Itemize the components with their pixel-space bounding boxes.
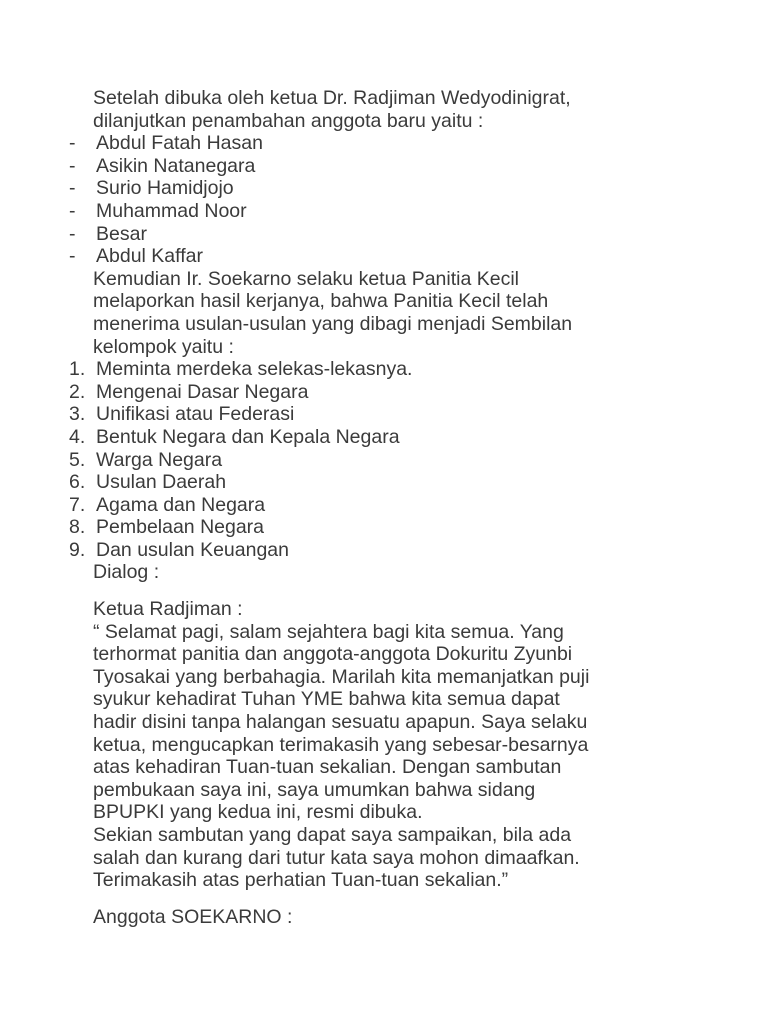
paragraph-gap [93,584,733,598]
bullet-dash: - [69,222,76,245]
list-number: 2. [69,380,86,403]
paragraph-gap [93,892,733,906]
groups-list [0,358,768,561]
list-item [0,155,768,178]
list-number: 5. [69,448,86,471]
group-text: Unifikasi atau Federasi [96,403,295,426]
list-number: 4. [69,425,86,448]
document-page [0,87,768,928]
bullet-dash: - [69,154,76,177]
report-line: melaporkan hasil kerjanya, bahwa Panitia Kecil telah [93,290,549,313]
group-text: Meminta merdeka selekas-lekasnya. [96,358,413,381]
list-item [0,449,768,472]
list-item [0,381,768,404]
member-name: Abdul Kaffar [96,245,203,268]
speech-line: BPUPKI yang kedua ini, resmi dibuka. [93,801,423,824]
dialog-heading: Dialog : [93,561,160,584]
dialog-section [93,561,733,928]
list-item [0,539,768,562]
report-paragraph [93,268,733,358]
intro-paragraph [93,87,733,132]
list-item [0,132,768,155]
list-item [0,358,768,381]
list-item [0,223,768,246]
group-text: Usulan Daerah [96,471,227,494]
list-item [0,516,768,539]
member-name: Surio Hamidjojo [96,177,234,200]
member-name: Abdul Fatah Hasan [96,132,263,155]
list-number: 1. [69,358,86,381]
list-item [0,403,768,426]
speech-line: ketua, mengucapkan terimakasih yang sebesar-besarnya [93,733,589,756]
report-line: Kemudian Ir. Soekarno selaku ketua Panitia Kecil [93,267,520,290]
group-text: Warga Negara [96,448,223,471]
list-item [0,471,768,494]
group-text: Mengenai Dasar Negara [96,380,309,403]
report-line: kelompok yaitu : [93,335,234,358]
list-item [0,494,768,517]
group-text: Bentuk Negara dan Kepala Negara [96,425,400,448]
speech-line: hadir disini tanpa halangan sesuatu apapun. Saya selaku [93,711,588,734]
group-text: Dan usulan Keuangan [96,538,289,561]
new-members-list [0,132,768,268]
report-line: menerima usulan-usulan yang dibagi menjadi Sembilan [93,312,573,335]
intro-line: Setelah dibuka oleh ketua Dr. Radjiman Wedyodinigrat, [93,87,571,109]
bullet-dash: - [69,199,76,222]
speech-line: Tyosakai yang berbahagia. Marilah kita memanjatkan puji [93,665,590,688]
list-item [0,200,768,223]
speech-line: pembukaan saya ini, saya umumkan bahwa sidang [93,778,536,801]
member-name: Muhammad Noor [96,199,247,222]
list-number: 6. [69,471,86,494]
member-name: Asikin Natanegara [96,154,256,177]
list-item [0,177,768,200]
speech-line: terhormat panitia dan anggota-anggota Dokuritu Zyunbi [93,643,573,666]
member-name: Besar [96,222,147,245]
list-item [0,426,768,449]
speech-line: atas kehadiran Tuan-tuan sekalian. Dengan sambutan [93,756,562,779]
speech-line: salah dan kurang dari tutur kata saya mohon dimaafkan. [93,846,580,869]
speaker-name: Anggota SOEKARNO : [93,905,293,928]
speech-line: Sekian sambutan yang dapat saya sampaikan, bila ada [93,824,572,846]
speaker-name: Ketua Radjiman : [93,598,243,621]
speech-line: Terimakasih atas perhatian Tuan-tuan sekalian.” [93,869,509,892]
intro-line: dilanjutkan penambahan anggota baru yaitu : [93,109,484,132]
list-number: 8. [69,516,86,539]
bullet-dash: - [69,177,76,200]
list-number: 9. [69,538,86,561]
list-item [0,245,768,268]
list-number: 7. [69,493,86,516]
speech-line: “ Selamat pagi, salam sejahtera bagi kita semua. Yang [93,620,564,643]
bullet-dash: - [69,132,76,155]
list-number: 3. [69,403,86,426]
group-text: Agama dan Negara [96,493,266,516]
speech-line: syukur kehadirat Tuhan YME bahwa kita semua dapat [93,688,560,711]
group-text: Pembelaan Negara [96,516,265,539]
bullet-dash: - [69,245,76,268]
